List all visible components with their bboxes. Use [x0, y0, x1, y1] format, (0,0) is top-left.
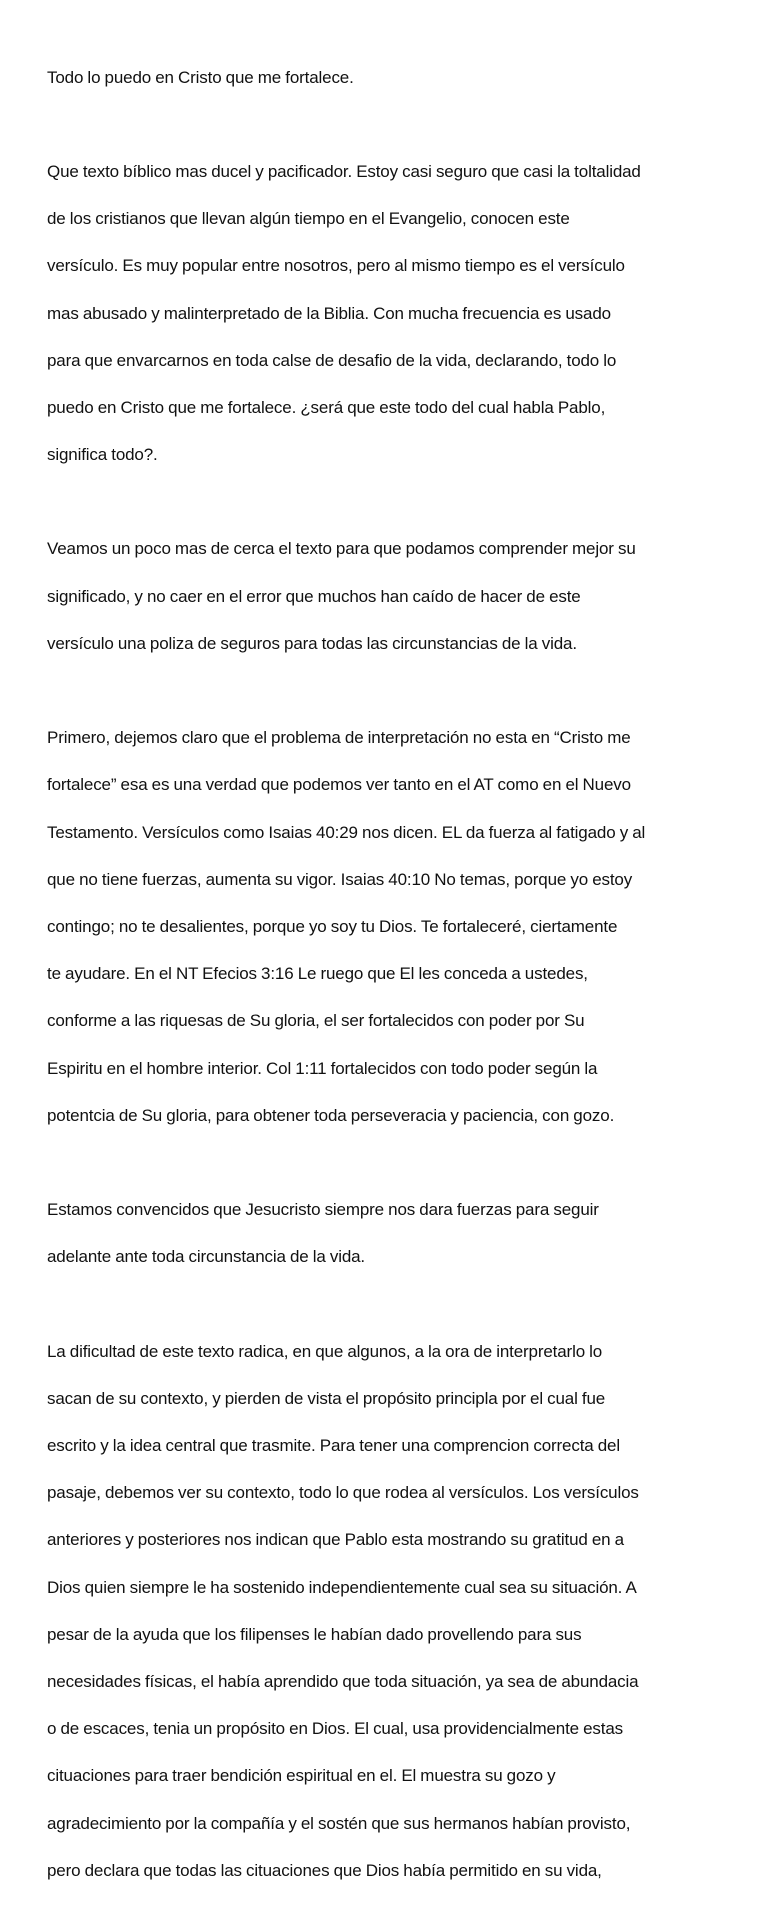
text-line: para que envarcarnos en toda calse de desafio de la vida, declarando, todo lo — [47, 350, 617, 370]
text-line: que no tiene fuerzas, aumenta su vigor. Isaias 40:10 No temas, porque yo estoy — [47, 869, 633, 889]
text-line: versículo una poliza de seguros para todas las circunstancias de la vida. — [47, 633, 577, 653]
text-line: mas abusado y malinterpretado de la Biblia. Con mucha frecuencia es usado — [47, 303, 611, 323]
text-line: necesidades físicas, el había aprendido que toda situación, ya sea de abundacia — [47, 1671, 639, 1691]
text-line: Estamos convencidos que Jesucristo siempre nos dara fuerzas para seguir — [47, 1200, 599, 1220]
text-line: La dificultad de este texto radica, en que algunos, a la ora de interpretarlo lo — [47, 1341, 603, 1361]
paragraph-first-point — [47, 703, 740, 1151]
text-line: potentcia de Su gloria, para obtener toda perseveracia y paciencia, con gozo. — [47, 1105, 615, 1125]
text-line: Que texto bíblico mas ducel y pacificador. Estoy casi seguro que casi la toltalidad — [47, 161, 641, 181]
text-line: Todo lo puedo en Cristo que me fortalece. — [47, 67, 354, 87]
text-line: adelante ante toda circunstancia de la vida. — [47, 1247, 366, 1267]
text-line: cituaciones para traer bendición espiritual en el. El muestra su gozo y — [47, 1766, 556, 1786]
text-line: puedo en Cristo que me fortalece. ¿será que este todo del cual habla Pablo, — [47, 397, 606, 417]
text-line: de los cristianos que llevan algún tiempo en el Evangelio, conocen este — [47, 209, 570, 229]
text-line: Veamos un poco mas de cerca el texto para que podamos comprender mejor su — [47, 539, 636, 559]
text-line: Testamento. Versículos como Isaias 40:29 nos dicen. EL da fuerza al fatigado y al — [47, 822, 646, 842]
paragraph-intro — [47, 136, 740, 490]
text-line: pesar de la ayuda que los filipenses le habían dado provellendo para sus — [47, 1624, 582, 1644]
text-line: significa todo?. — [47, 445, 158, 465]
text-line: anteriores y posteriores nos indican que Pablo esta mostrando su gratitud en a — [47, 1530, 624, 1550]
text-line: conforme a las riquesas de Su gloria, el ser fortalecidos con poder por Su — [47, 1011, 585, 1031]
text-line: significado, y no caer en el error que muchos han caído de hacer de este — [47, 586, 581, 606]
paragraph-conviction — [47, 1175, 740, 1293]
text-line: te ayudare. En el NT Efecios 3:16 Le ruego que El les conceda a ustedes, — [47, 964, 588, 984]
text-line: o de escaces, tenia un propósito en Dios. El cual, usa providencialmente estas — [47, 1719, 624, 1739]
paragraph-closer-look — [47, 514, 740, 679]
text-line: fortalece” esa es una verdad que podemos ver tanto en el AT como en el Nuevo — [47, 775, 631, 795]
text-line: contingo; no te desalientes, porque yo soy tu Dios. Te fortaleceré, ciertamente — [47, 916, 618, 936]
text-line: Dios quien siempre le ha sostenido independientemente cual sea su situación. A — [47, 1577, 637, 1597]
text-line: Primero, dejemos claro que el problema de interpretación no esta en “Cristo me — [47, 728, 631, 748]
text-line: versículo. Es muy popular entre nosotros, pero al mismo tiempo es el versículo — [47, 256, 625, 276]
text-line: sacan de su contexto, y pierden de vista el propósito principla por el cual fue — [47, 1388, 606, 1408]
text-line: Espiritu en el hombre interior. Col 1:11 fortalecidos con todo poder según la — [47, 1058, 598, 1078]
paragraph-title-verse — [47, 42, 740, 113]
text-line: pero declara que todas las cituaciones que Dios había permitido en su vida, — [47, 1860, 602, 1880]
paragraph-difficulty — [47, 1316, 740, 1906]
text-line: agradecimiento por la compañía y el sostén que sus hermanos habían provisto, — [47, 1813, 631, 1833]
text-line: pasaje, debemos ver su contexto, todo lo que rodea al versículos. Los versículos — [47, 1483, 639, 1503]
text-line: escrito y la idea central que trasmite. Para tener una comprencion correcta del — [47, 1436, 620, 1456]
